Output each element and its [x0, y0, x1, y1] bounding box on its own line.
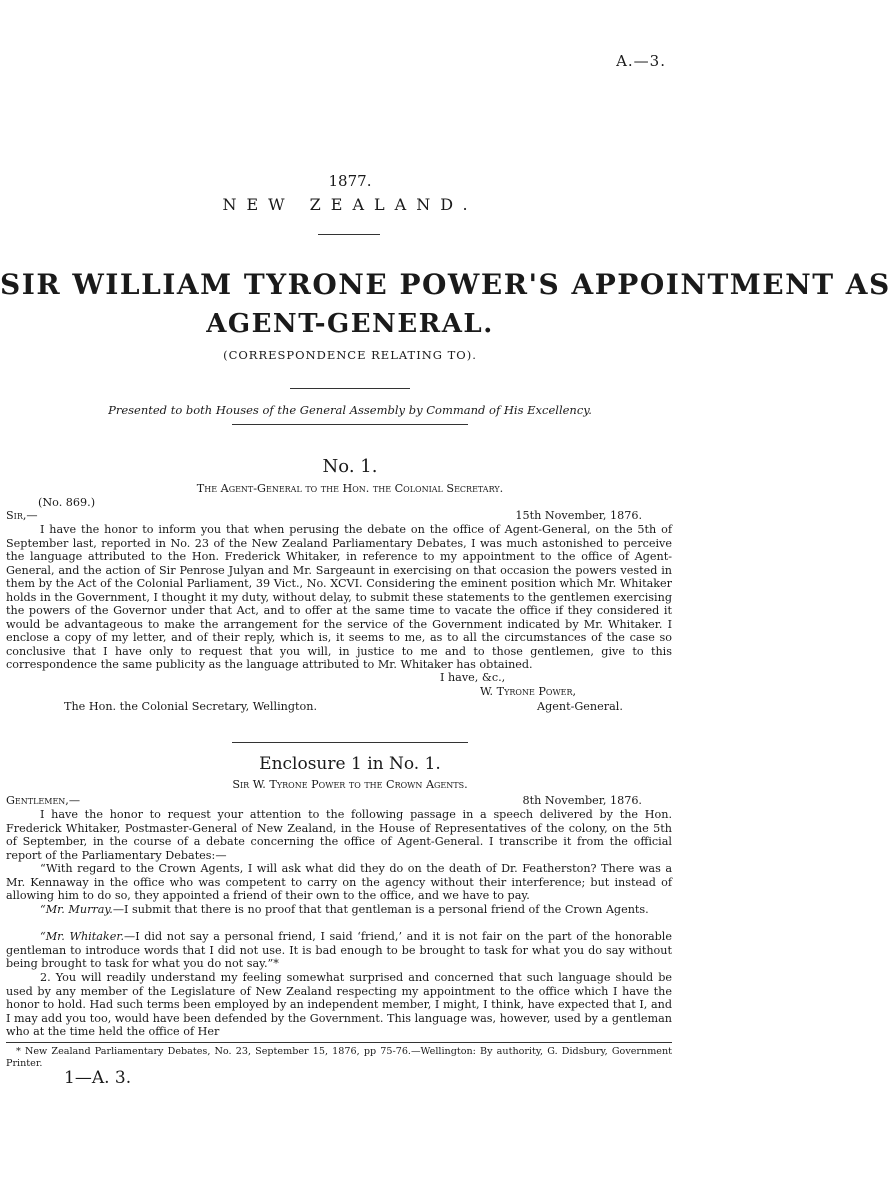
salutation: Gentlemen,—	[6, 794, 81, 807]
letter-from-to: The Agent-General to the Hon. the Colonial Secretary.	[196, 482, 504, 495]
document-title-line2: AGENT-GENERAL.	[206, 309, 494, 339]
speaker-name: “Mr. Whitaker.	[40, 930, 125, 943]
divider	[290, 388, 410, 389]
footnote-divider	[6, 1042, 672, 1043]
signature-title: Agent-General.	[537, 700, 623, 713]
letter-body: I have the honor to inform you that when perusing the debate on the office of Agent-General, on the 5th of September last, reported in No. 23 of the New Zealand Parliamentary Debates, I was much astonished to perceive the language attributed to the Hon. Frederick Whitaker, in reference to my appointment to the office of Agent-General, and the action of Sir Penrose Julyan and Mr. Sargeaunt in exercising on that occasion the powers vested in them by the Act of the Colonial Parliament, 39 Vict., No. XCVI. Considering the eminent position which Mr. Whitaker holds in the Government, I thought it my duty, without delay, to submit these statements to the gentlemen exercising the powers of the Governor under that Act, and to offer at the same time to vacate the office if they considered it would be advantageous to make the arrangement for the service of the Government indicated by Mr. Whitaker. I enclose a copy of my letter, and of their reply, which is, it seems to me, as to all the circumstances of the case so conclusive that I have only to request that you will, in justice to me and to those gentlemen, give to this correspondence the same publicity as the language attributed to Mr. Whitaker has obtained.	[6, 523, 672, 671]
divider	[318, 234, 380, 235]
enclosure-from-to: Sir W. Tyrone Power to the Crown Agents.	[232, 778, 468, 791]
presented-line: Presented to both Houses of the General Assembly by Command of His Excellency.	[108, 403, 592, 417]
quoted-paragraph: “Mr. Whitaker.—I did not say a personal friend, I said ‘friend,’ and it is not fair on the part of the honorable gentleman to introduce words that I did not use. It is bad enough to be brought to task for what you do say without being brought to task for what you do not say.”*	[6, 930, 672, 970]
enclosure-date: 8th November, 1876.	[522, 794, 642, 807]
divider	[232, 742, 468, 743]
page-reference: A.—3.	[616, 52, 666, 70]
paragraph: I have the honor to request your attention to the following passage in a speech delivered by the Hon. Frederick Whitaker, Postmaster-General of New Zealand, in the House of Representatives of the colony, on the 5th of September, in the course of a debate concerning the office of Agent-General. I transcribe it from the official report of the Parliamentary Debates:—	[6, 808, 672, 862]
paragraph: 2. You will readily understand my feeling somewhat surprised and concerned that such language should be used by any member of the Legislature of New Zealand respecting my appointment to the office which I have the honor to hold. Had such terms been employed by an independent member, I might, I think, have expected that I, and I may add you too, would have been defended by the Government. This language was, however, used by a gentleman who at the time held the office of Her	[6, 971, 672, 1038]
addressee: The Hon. the Colonial Secretary, Wellington.	[64, 700, 318, 713]
country-heading: NEW ZEALAND.	[222, 195, 478, 214]
enclosure-heading: Enclosure 1 in No. 1.	[259, 754, 441, 774]
document-subtitle: (CORRESPONDENCE RELATING TO).	[223, 348, 477, 362]
closing: I have, &c.,	[440, 671, 506, 684]
signature: W. Tyrone Power,	[480, 685, 577, 698]
salutation: Sir,—	[6, 509, 38, 522]
letter-heading: No. 1.	[322, 456, 378, 477]
letter-reference: (No. 869.)	[38, 496, 96, 509]
signature-mark: 1—A. 3.	[64, 1068, 132, 1088]
letter-date: 15th November, 1876.	[515, 509, 642, 522]
year: 1877.	[328, 172, 372, 190]
footnote: * New Zealand Parliamentary Debates, No. 23, September 15, 1876, pp 75-76.—Wellington: By authority, G. Didsbury, Government Printer.	[6, 1046, 672, 1069]
quoted-paragraph: “Mr. Murray.—I submit that there is no proof that that gentleman is a personal friend of the Crown Agents.	[40, 903, 649, 916]
divider	[232, 424, 468, 425]
quoted-paragraph: “With regard to the Crown Agents, I will ask what did they do on the death of Dr. Featherston? There was a Mr. Kennaway in the office who was competent to carry on the agency without their interference; but instead of allowing him to do so, they appointed a friend of their own to the office, and we have to pay.	[6, 862, 672, 902]
document-title: SIR WILLIAM TYRONE POWER'S APPOINTMENT AS	[0, 268, 891, 301]
speaker-name: “Mr. Murray.	[40, 903, 113, 916]
